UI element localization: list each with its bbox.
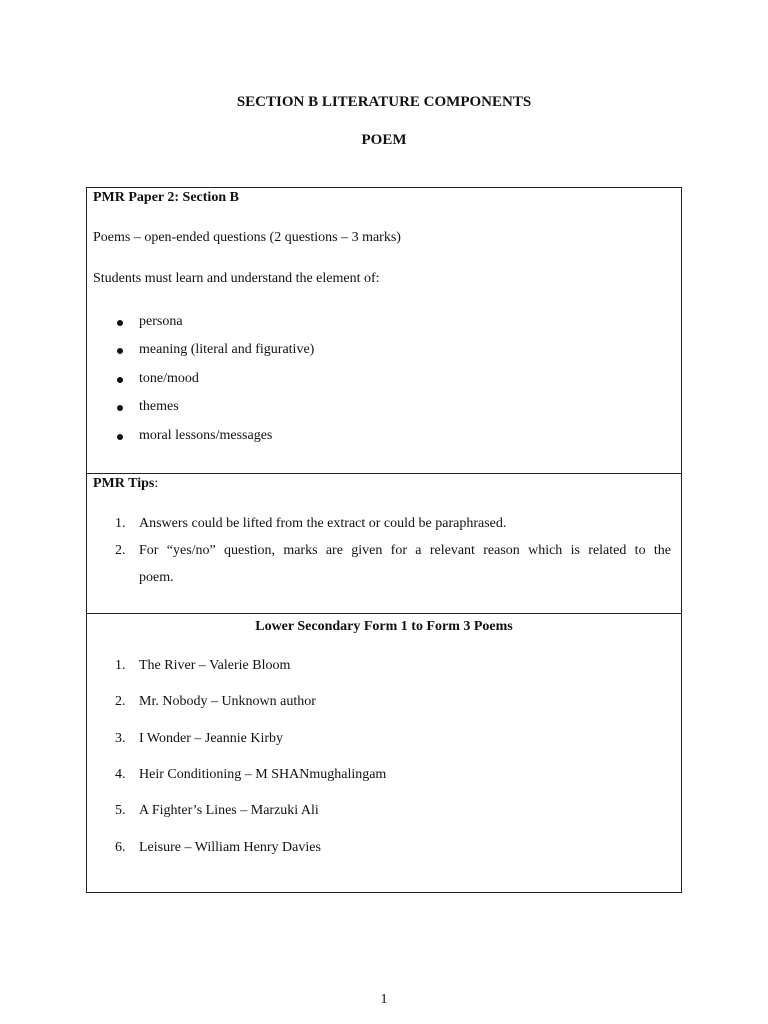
list-number: 1. [115, 516, 126, 531]
list-number: 1. [115, 658, 126, 673]
poems-heading: Lower Secondary Form 1 to Form 3 Poems [255, 619, 513, 634]
tips-heading [93, 476, 158, 492]
list-text: For “yes/no” question, marks are given for a relevant reason which is related to the [139, 543, 671, 558]
list-text: A Fighter’s Lines – Marzuki Ali [139, 803, 319, 818]
list-text: I Wonder – Jeannie Kirby [139, 731, 284, 746]
list-text: Heir Conditioning – M SHANmughalingam [139, 767, 387, 782]
bullet-text: tone/mood [139, 371, 199, 386]
bullet-icon [117, 348, 123, 354]
list-text: Answers could be lifted from the extract or could be paraphrased. [139, 516, 507, 531]
list-number: 5. [115, 803, 126, 818]
page-number: 1 [380, 992, 388, 1007]
bullet-text: themes [139, 399, 179, 414]
bullet-icon [117, 377, 123, 383]
list-number: 6. [115, 840, 126, 855]
bullet-icon [117, 434, 123, 440]
tips-heading-colon: : [154, 476, 159, 491]
document-subtitle: POEM [361, 132, 407, 148]
list-text: Mr. Nobody – Unknown author [139, 694, 316, 709]
box1-line-elements: Students must learn and understand the element of: [93, 271, 380, 286]
list-number: 2. [115, 543, 126, 558]
pmr-tips-box [86, 473, 682, 614]
box1-line-questions: Poems – open-ended questions (2 questions – 3 marks) [93, 230, 401, 245]
bullet-text: persona [139, 314, 183, 329]
tips-heading-label: PMR Tips [93, 476, 155, 491]
document-title: SECTION B LITERATURE COMPONENTS [236, 94, 532, 110]
bullet-text: moral lessons/messages [139, 428, 273, 443]
poems-list-box [86, 613, 682, 893]
list-text: The River – Valerie Bloom [139, 658, 291, 673]
section-b-info-box [86, 187, 682, 474]
bullet-icon [117, 320, 123, 326]
box1-heading: PMR Paper 2: Section B [93, 190, 239, 205]
list-number: 3. [115, 731, 126, 746]
list-number: 4. [115, 767, 126, 782]
list-number: 2. [115, 694, 126, 709]
bullet-icon [117, 405, 123, 411]
list-text-continuation: poem. [139, 570, 174, 585]
list-text: Leisure – William Henry Davies [139, 840, 321, 855]
bullet-text: meaning (literal and figurative) [139, 342, 315, 357]
